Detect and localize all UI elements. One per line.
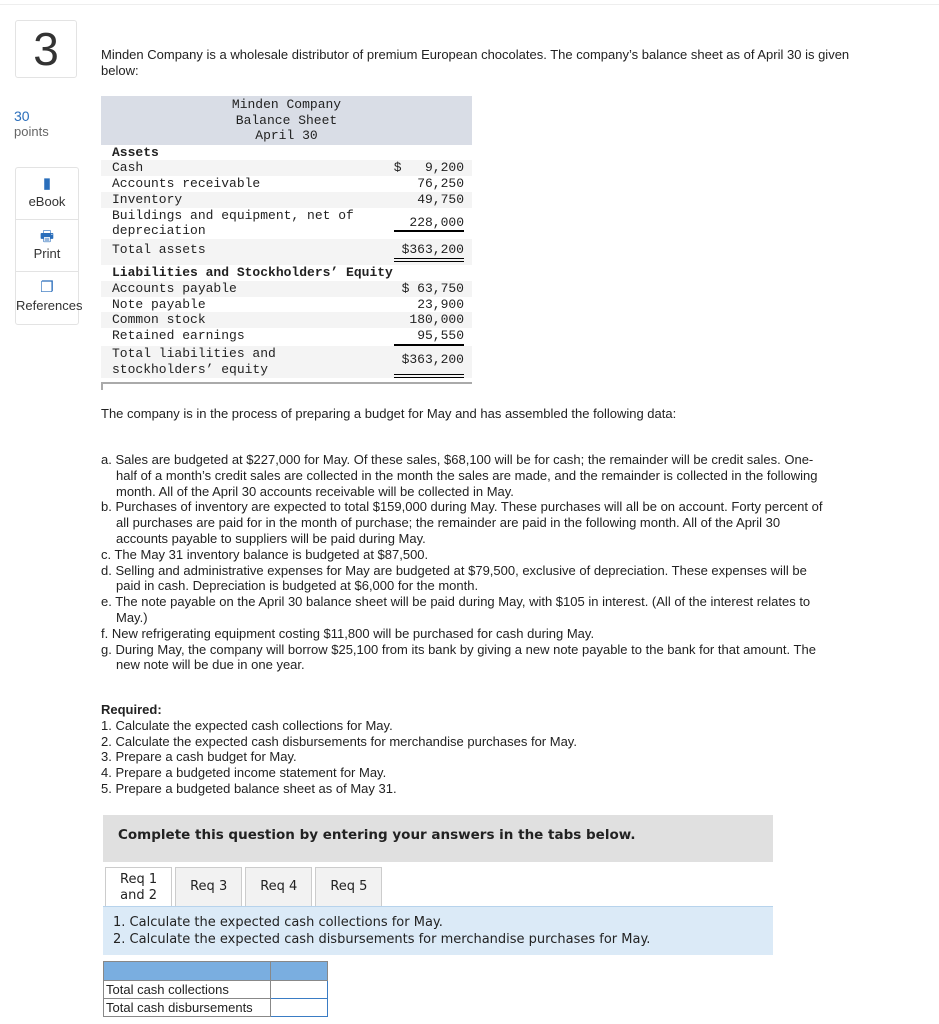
table-row <box>104 981 328 999</box>
table-row <box>104 999 328 1017</box>
tab-bar <box>105 867 382 908</box>
row-label: Total cash collections <box>104 981 271 999</box>
points-value: 30 <box>14 108 30 124</box>
ebook-button[interactable] <box>16 168 78 220</box>
required-item: 2. Calculate the expected cash disbursements for merchandise purchases for May. <box>101 733 577 749</box>
bs-row: Accounts payable $ 63,750 <box>101 281 472 297</box>
data-intro: The company is in the process of preparing a budget for May and has assembled the following data: <box>101 406 677 421</box>
bs-row: Retained earnings 95,550 <box>101 328 472 346</box>
bs-row: Inventory 49,750 <box>101 192 472 208</box>
points-label: points <box>14 124 49 139</box>
data-item: b. Purchases of inventory are expected to total $159,000 during May. These purchases will all be on account. Forty percent of all purchases are paid for in the month of purchase; the remainder are paid in the following month. All of the April 30 accounts payable to suppliers will be paid during May. <box>101 499 823 546</box>
answer-table <box>103 961 328 1017</box>
table-scrollbar[interactable] <box>101 382 472 390</box>
tab-req-3[interactable]: Req 3 <box>175 867 242 907</box>
bs-row: Accounts receivable 76,250 <box>101 176 472 192</box>
sheet-title: Balance Sheet <box>235 112 338 128</box>
top-divider <box>0 4 939 5</box>
ebook-label: eBook <box>28 194 66 209</box>
print-button[interactable] <box>16 220 78 272</box>
required-heading: Required: <box>101 702 162 717</box>
data-item: a. Sales are budgeted at $227,000 for May. Of these sales, $68,100 will be for cash; the remainder will be credit sales. One-half of a month’s credit sales are collected in the month the sales are made, and the remainder is collected in the following month. All of the April 30 accounts receivable will be collected in May. <box>101 452 818 499</box>
required-item: 4. Prepare a budgeted income statement for May. <box>101 765 387 781</box>
points <box>14 108 49 139</box>
tab-req-4[interactable]: Req 4 <box>245 867 312 907</box>
bs-row: Note payable 23,900 <box>101 297 472 313</box>
data-item: d. Selling and administrative expenses for May are budgeted at $79,500, exclusive of depreciation. These expenses will be paid in cash. Depreciation is budgeted at $6,000 for the month. <box>101 562 807 594</box>
copy-icon: ❐ <box>40 279 54 296</box>
required-section <box>101 702 577 797</box>
row-label: Total cash disbursements <box>104 999 271 1017</box>
instruction-line: 2. Calculate the expected cash disbursements for merchandise purchases for May. <box>113 932 651 947</box>
cash-collections-input[interactable] <box>271 981 328 999</box>
bs-row: Cash $ 9,200 <box>101 160 472 176</box>
balance-sheet <box>101 96 472 390</box>
assets-heading: Assets <box>101 145 472 161</box>
company-name: Minden Company <box>231 97 342 112</box>
tools-panel <box>15 167 83 325</box>
data-list <box>101 452 831 673</box>
data-item: f. New refrigerating equipment costing $11,800 will be purchased for cash during May. <box>101 625 595 641</box>
instruction-banner: Complete this question by entering your answers in the tabs below. <box>103 815 773 862</box>
references-button[interactable] <box>16 272 83 324</box>
book-icon: ▮ <box>42 175 52 192</box>
data-item: g. During May, the company will borrow $25,100 from its bank by giving a new note payable to the bank for that amount. The new note will be due in one year. <box>101 641 816 673</box>
tab-req-1-and-2[interactable]: Req 1 and 2 <box>105 867 172 908</box>
balance-sheet-header <box>101 96 472 145</box>
liabilities-heading: Liabilities and Stockholders’ Equity <box>101 265 472 281</box>
data-item: e. The note payable on the April 30 balance sheet will be paid during May, with $105 in interest. (All of the interest relates to May.) <box>101 594 811 625</box>
cash-disbursements-input[interactable] <box>271 999 328 1017</box>
data-item: c. The May 31 inventory balance is budgeted at $87,500. <box>101 546 429 562</box>
bs-row: Buildings and equipment, net of depreciation 228,000 <box>101 208 472 240</box>
required-item: 3. Prepare a cash budget for May. <box>101 749 297 765</box>
question-number: 3 <box>15 20 77 78</box>
tab-instructions <box>103 906 773 955</box>
required-item: 1. Calculate the expected cash collections for May. <box>101 717 393 733</box>
sheet-date: April 30 <box>255 128 318 143</box>
instruction-line: 1. Calculate the expected cash collections for May. <box>113 915 443 930</box>
required-item: 5. Prepare a budgeted balance sheet as of May 31. <box>101 780 397 796</box>
printer-icon: 🖶 <box>39 228 55 245</box>
tab-req-5[interactable]: Req 5 <box>315 867 382 907</box>
print-label: Print <box>33 246 61 261</box>
total-liabilities-row: Total liabilities and stockholders’ equity $363,200 <box>101 346 472 378</box>
references-label: References <box>16 298 83 313</box>
bs-row: Common stock 180,000 <box>101 312 472 328</box>
total-assets-row: Total assets $363,200 <box>101 239 472 265</box>
intro-text: Minden Company is a wholesale distributor of premium European chocolates. The company’s balance sheet as of April 30 is given below: <box>101 47 850 78</box>
